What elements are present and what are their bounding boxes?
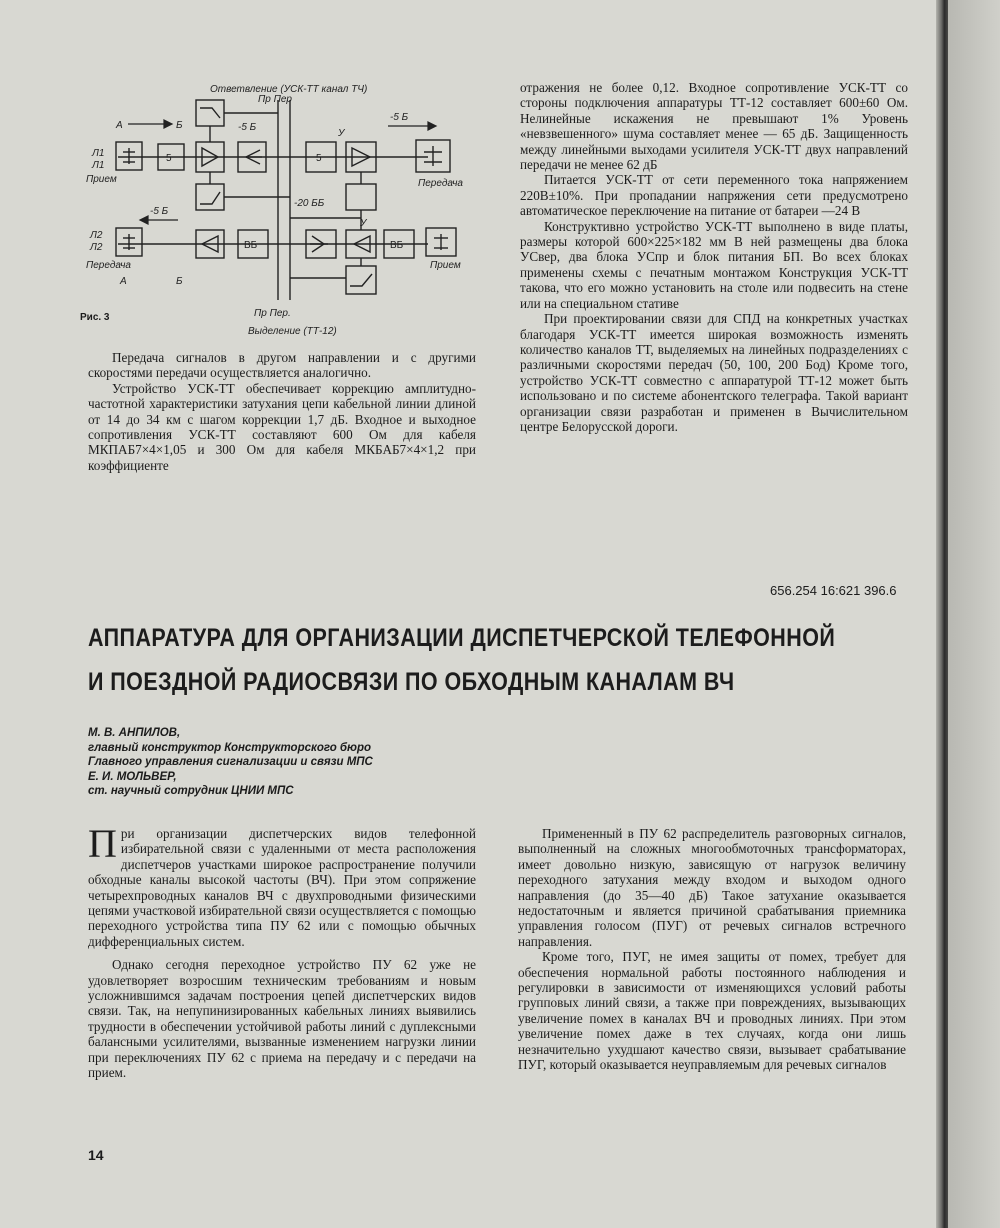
figure-label-a-top: А bbox=[116, 120, 123, 131]
paragraph: отражения не более 0,12. Входное сопротивление УСК-ТТ со стороны подключения аппаратуры ТТ-12 составляет 600±60 Ом. Нелинейные искажения не превышают 1% Уровень «невзвешенного» шума составляет менее — 65 дБ. Защищенность между линейными выходами усилителя УСК-ТТ двух направлений передачи не менее 62 дБ bbox=[520, 80, 908, 173]
figure-caption: Рис. 3 bbox=[80, 312, 110, 323]
figure-label-u2: У bbox=[360, 218, 367, 229]
facing-page-edge bbox=[948, 0, 1000, 1228]
figure-box-5b: 5 bbox=[316, 153, 322, 164]
title-line: АППАРАТУРА ДЛЯ ОРГАНИЗАЦИИ ДИСПЕТЧЕРСКОЙ ТЕЛЕФОННОЙ bbox=[88, 624, 836, 652]
figure-box-vb: ВБ bbox=[244, 240, 258, 251]
upper-right-column bbox=[520, 80, 908, 434]
figure-label-db20: -20 ББ bbox=[294, 198, 325, 209]
figure-label-db5-3: -5 Б bbox=[150, 206, 169, 217]
figure-label-l2b: Л2 bbox=[90, 242, 103, 253]
paragraph bbox=[88, 821, 476, 949]
book-gutter bbox=[936, 0, 948, 1228]
paragraph: Питается УСК-ТТ от сети переменного тока напряжением 220В±10%. При пропадании напряжения сети предусмотрено автоматическое переключение на питание от батареи —24 В bbox=[520, 172, 908, 219]
paragraph: Примененный в ПУ 62 распределитель разговорных сигналов, выполненный на сложных многообмоточных трансформаторах, имеет довольно низкую, зависящую от нагрузок величину переходного затухания между входом и выходом одного направления (до 35—40 дБ) Такое затухание оказывается недостаточным и является причиной срабатывания приемника управления голосом (ПУГ) от речевых сигналов встречного направления. bbox=[518, 826, 906, 949]
figure-label-pr-per: Пр Пер. bbox=[254, 308, 291, 319]
figure-label-u: У bbox=[338, 128, 345, 139]
body-right-column bbox=[518, 826, 906, 1073]
drop-cap: П bbox=[88, 821, 117, 866]
udc-code: 656.254 16:621 396.6 bbox=[770, 583, 897, 598]
authors-block bbox=[88, 726, 373, 799]
paragraph: Устройство УСК-ТТ обеспечивает коррекцию амплитудно-частотной характеристики затухания цепи кабельной линии длиной от 14 до 34 км с шагом коррекции 1,7 дБ. Входное и выходное сопротивления УСК-ТТ составляют 600 Ом для кабеля МКПАБ7×4×1,05 и 300 Ом для кабеля МКБАБ7×4×1,2 при коэффициенте bbox=[88, 380, 476, 473]
body-left-column bbox=[88, 821, 476, 1081]
block-diagram-figure bbox=[78, 78, 496, 340]
paragraph-text: ри организации диспетчерских видов телефонной избирательной связи с удаленными от места расположения диспетчеров участками широкое распространение получили обходные каналы высокой частоты (ВЧ). При этом сопряжение четырехпроводных каналов ВЧ с двухпроводными физическими цепями участковой избирательной связи осуществляется с помощью переходного устройства типа ПУ 62 или с помощью обычных дифференциальных систем. bbox=[88, 826, 476, 949]
figure-label-db5-1: -5 Б bbox=[238, 122, 257, 133]
figure-label-l2: Л2 bbox=[90, 230, 103, 241]
figure-label-prem-top: Прием bbox=[86, 174, 117, 185]
author-role: ст. научный сотрудник ЦНИИ МПС bbox=[88, 785, 294, 798]
figure-top-label: Ответвление (УСК-ТТ канал ТЧ) bbox=[210, 84, 368, 95]
paragraph: Однако сегодня переходное устройство ПУ 62 уже не удовлетворяет возросшим техническим требованиям и новым усложнившимся задачам построения цепей диспетчерских видов связи. Так, на непупинизированных кабельных линиях выявились трудности в обеспечении устойчивой работы линий с дуплексными балансными усилителями, вызванные изменением нагрузки линии при переключениях ПУ 62 с приема на передачу и с передачи на прием. bbox=[88, 957, 476, 1081]
author-name: Е. И. МОЛЬВЕР, bbox=[88, 770, 177, 783]
figure-label-a-bot: А bbox=[120, 276, 127, 287]
figure-box-vb2: ВБ bbox=[390, 240, 404, 251]
title-line: И ПОЕЗДНОЙ РАДИОСВЯЗИ ПО ОБХОДНЫМ КАНАЛАМ ВЧ bbox=[88, 668, 735, 696]
paragraph: Кроме того, ПУГ, не имея защиты от помех, требует для обеспечения нормальной работы постоянного наблюдения и регулировки в зависимости от изменяющихся условий работы групповых линий связи, а также при повреждениях, вызывающих увеличение помех в каналах ВЧ и проводных линиях. При этом увеличение помех даже в тех случаях, когда они лишь незначительно ухудшают качество связи, вызывает срабатывание ПУГ, который оказывается неуправляемым для речевых сигналов bbox=[518, 949, 906, 1073]
author-name: М. В. АНПИЛОВ, bbox=[88, 727, 181, 739]
figure-label-pr-per-top: Пр Пер bbox=[258, 94, 292, 105]
article-title bbox=[88, 616, 896, 704]
figure-box-5: 5 bbox=[166, 153, 172, 164]
page-number: 14 bbox=[88, 1147, 104, 1163]
figure-bottom-label: Выделение (ТТ-12) bbox=[248, 326, 337, 337]
figure-label-prem-bot: Прием bbox=[430, 260, 461, 271]
upper-left-column bbox=[88, 350, 476, 473]
author-role: главный конструктор Конструкторского бюро bbox=[88, 741, 372, 754]
figure-label-l1: Л1 bbox=[92, 148, 105, 159]
figure-label-l1b: Л1 bbox=[92, 160, 105, 171]
figure-label-db5-2: -5 Б bbox=[390, 112, 409, 123]
figure-label-b-bot: Б bbox=[176, 276, 183, 287]
paragraph: Передача сигналов в другом направлении и с другими скоростями передачи осуществляется аналогично. bbox=[88, 350, 476, 381]
paragraph: Конструктивно устройство УСК-ТТ выполнено в виде платы, размеры которой 600×225×182 мм В ней размещены два блока УСвер, два блока УСпр и блок питания БП. Во всех блоках применены схемы с печатным монтажом Конструкция УСК-ТТ такова, что его можно установить на столе или подвесить на стене или на специальном стативе bbox=[520, 218, 908, 311]
figure-label-pered-bot: Передача bbox=[86, 260, 131, 271]
figure-label-pered-top: Передача bbox=[418, 178, 463, 189]
author-role: Главного управления сигнализации и связи МПС bbox=[88, 756, 373, 769]
figure-label-b-top: Б bbox=[176, 120, 183, 131]
paragraph: При проектировании связи для СПД на конкретных участках благодаря УСК-ТТ имеется широкая возможность изменять количество каналов ТТ, выделяемых на линейных подразделениях с различными скоростями передач (50, 100, 200 Бод) Кроме того, устройство УСК-ТТ совместно с аппаратурой ТТ-12 может быть использовано и по системе абонентского телеграфа. Такой вариант организации связи разработан и применен в Вычислительном центре Белорусской дороги. bbox=[520, 311, 908, 434]
